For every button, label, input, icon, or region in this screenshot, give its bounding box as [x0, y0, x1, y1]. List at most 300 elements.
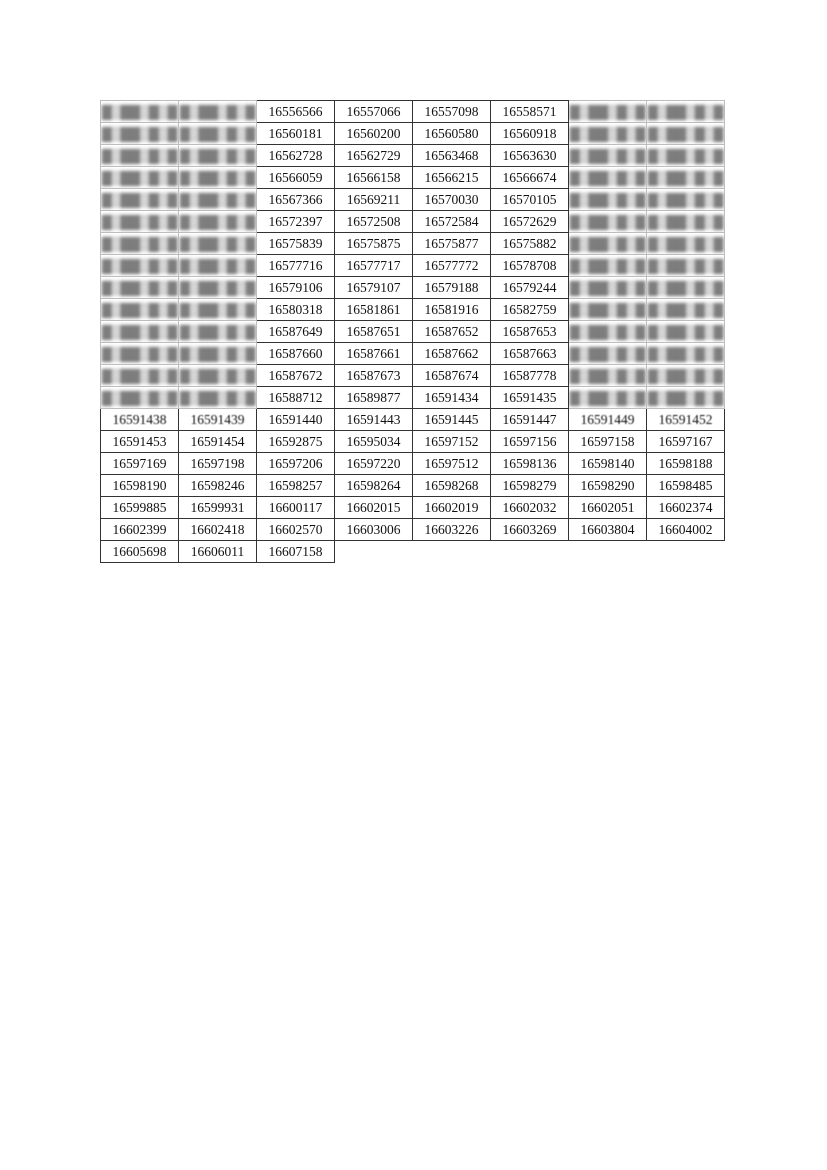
table-cell-value: 16562729: [346, 148, 401, 163]
table-cell: [413, 299, 491, 321]
obscured-cell-text: ▓▒▓▓▒▓▒▓: [101, 170, 178, 185]
table-cell: [569, 519, 647, 541]
table-cell-value: 16607158: [268, 544, 323, 559]
table-cell: [413, 167, 491, 189]
table-cell-value: 16606011: [190, 544, 245, 559]
table-cell-value: 16598279: [502, 478, 557, 493]
table-cell-obscured: [101, 101, 179, 123]
obscured-cell-text: ▓▒▓▓▒▓▒▓: [179, 302, 256, 317]
table-cell-obscured: [647, 211, 725, 233]
table-row: [101, 299, 725, 321]
table-cell-obscured: [569, 387, 647, 409]
table-row: [101, 343, 725, 365]
table-cell-value: 16587661: [346, 346, 401, 361]
table-cell: [491, 299, 569, 321]
table-cell-value: 16591449: [580, 412, 635, 427]
table-cell: [491, 453, 569, 475]
table-cell-obscured: [647, 321, 725, 343]
table-cell-value: 16603006: [346, 522, 401, 537]
table-row: [101, 541, 725, 563]
table-cell: [257, 233, 335, 255]
table-cell-empty: [335, 541, 413, 563]
obscured-cell-text: ▓▒▓▓▒▓▒▓: [179, 148, 256, 163]
table-cell: [569, 453, 647, 475]
obscured-cell-text: ▓▒▓▓▒▓▒▓: [647, 258, 724, 273]
table-cell-value: 16562728: [268, 148, 323, 163]
table-cell-obscured: [569, 321, 647, 343]
table-cell: [335, 123, 413, 145]
table-cell-obscured: [569, 365, 647, 387]
table-cell-empty: [569, 541, 647, 563]
table-cell-value: 16591445: [424, 412, 479, 427]
obscured-cell-text: ▓▒▓▓▒▓▒▓: [179, 236, 256, 251]
table-cell-empty: [413, 541, 491, 563]
obscured-cell-text: ▓▒▓▓▒▓▒▓: [179, 192, 256, 207]
table-cell: [257, 343, 335, 365]
table-cell: [569, 431, 647, 453]
table-cell: [257, 431, 335, 453]
table-cell: [647, 453, 725, 475]
obscured-cell-text: ▓▒▓▓▒▓▒▓: [179, 214, 256, 229]
table-cell-value: 16579106: [268, 280, 323, 295]
table-cell-obscured: [569, 233, 647, 255]
table-cell-value: 16566059: [268, 170, 323, 185]
obscured-cell-text: ▓▒▓▓▒▓▒▓: [101, 324, 178, 339]
table-cell-obscured: [179, 189, 257, 211]
table-cell: [335, 409, 413, 431]
table-cell-value: 16591438: [112, 412, 167, 427]
obscured-cell-text: ▓▒▓▓▒▓▒▓: [569, 390, 646, 405]
table-cell-value: 16587651: [346, 324, 401, 339]
obscured-cell-text: ▓▒▓▓▒▓▒▓: [569, 258, 646, 273]
table-cell: [647, 431, 725, 453]
table-cell: [257, 321, 335, 343]
obscured-cell-text: ▓▒▓▓▒▓▒▓: [569, 192, 646, 207]
table-cell: [569, 409, 647, 431]
table-cell-obscured: [101, 255, 179, 277]
table-row: [101, 189, 725, 211]
table-cell-value: 16605698: [112, 544, 167, 559]
table-cell-value: 16560200: [346, 126, 401, 141]
table-cell-value: 16569211: [346, 192, 401, 207]
table-cell-value: 16591439: [190, 412, 245, 427]
table-cell: [413, 475, 491, 497]
obscured-cell-text: ▓▒▓▓▒▓▒▓: [101, 346, 178, 361]
obscured-cell-text: ▓▒▓▓▒▓▒▓: [647, 192, 724, 207]
obscured-cell-text: ▓▒▓▓▒▓▒▓: [569, 170, 646, 185]
table-cell-obscured: [569, 343, 647, 365]
table-cell-value: 16591435: [502, 390, 557, 405]
table-cell-value: 16591447: [502, 412, 557, 427]
table-cell-value: 16587652: [424, 324, 479, 339]
table-cell: [413, 431, 491, 453]
table-cell-value: 16575882: [502, 236, 557, 251]
table-cell-value: 16563630: [502, 148, 557, 163]
table-cell: [257, 475, 335, 497]
table-cell: [491, 145, 569, 167]
obscured-cell-text: ▓▒▓▓▒▓▒▓: [647, 148, 724, 163]
table-cell: [257, 497, 335, 519]
table-row: [101, 497, 725, 519]
table-cell: [179, 519, 257, 541]
obscured-cell-text: ▓▒▓▓▒▓▒▓: [179, 170, 256, 185]
obscured-cell-text: ▓▒▓▓▒▓▒▓: [179, 346, 256, 361]
table-cell: [413, 409, 491, 431]
table-cell: [101, 431, 179, 453]
table-cell: [491, 211, 569, 233]
table-cell-value: 16560918: [502, 126, 557, 141]
table-cell-value: 16595034: [346, 434, 401, 449]
table-cell-value: 16598264: [346, 478, 401, 493]
table-cell-obscured: [569, 277, 647, 299]
table-cell: [257, 255, 335, 277]
table-cell: [335, 453, 413, 475]
obscured-cell-text: ▓▒▓▓▒▓▒▓: [569, 214, 646, 229]
table-cell: [179, 431, 257, 453]
table-cell-value: 16598190: [112, 478, 167, 493]
table-cell: [257, 453, 335, 475]
table-cell-value: 16598140: [580, 456, 635, 471]
table-cell-value: 16572508: [346, 214, 401, 229]
table-cell: [491, 519, 569, 541]
obscured-cell-text: ▓▒▓▓▒▓▒▓: [647, 170, 724, 185]
table-cell-obscured: [569, 167, 647, 189]
table-cell: [257, 145, 335, 167]
table-cell-obscured: [179, 299, 257, 321]
table-cell-value: 16597512: [424, 456, 479, 471]
table-cell: [569, 475, 647, 497]
table-cell-value: 16598268: [424, 478, 479, 493]
table-cell-value: 16602019: [424, 500, 479, 515]
table-cell: [413, 233, 491, 255]
table-cell: [101, 497, 179, 519]
obscured-cell-text: ▓▒▓▓▒▓▒▓: [101, 368, 178, 383]
table-cell: [491, 189, 569, 211]
table-row: [101, 453, 725, 475]
table-cell-empty: [491, 541, 569, 563]
table-cell: [257, 409, 335, 431]
table-cell-value: 16567366: [268, 192, 323, 207]
table-cell-obscured: [101, 387, 179, 409]
table-cell: [335, 189, 413, 211]
obscured-cell-text: ▓▒▓▓▒▓▒▓: [101, 126, 178, 141]
table-cell: [101, 453, 179, 475]
table-cell: [413, 497, 491, 519]
table-cell-value: 16588712: [268, 390, 323, 405]
table-cell-empty: [647, 541, 725, 563]
table-cell: [569, 497, 647, 519]
table-cell-value: 16556566: [268, 104, 323, 119]
table-cell: [335, 277, 413, 299]
table-cell: [335, 145, 413, 167]
table-cell: [491, 475, 569, 497]
obscured-cell-text: ▓▒▓▓▒▓▒▓: [101, 192, 178, 207]
table-cell-value: 16600117: [268, 500, 323, 515]
table-cell-value: 16579107: [346, 280, 401, 295]
table-cell-obscured: [569, 211, 647, 233]
table-cell: [257, 167, 335, 189]
table-cell-value: 16560580: [424, 126, 479, 141]
table-cell-value: 16557066: [346, 104, 401, 119]
obscured-cell-text: ▓▒▓▓▒▓▒▓: [101, 390, 178, 405]
table-cell-value: 16587663: [502, 346, 557, 361]
table-cell-value: 16587660: [268, 346, 323, 361]
obscured-cell-text: ▓▒▓▓▒▓▒▓: [647, 280, 724, 295]
table-cell-value: 16587778: [502, 368, 557, 383]
table-cell-value: 16591453: [112, 434, 167, 449]
table-cell-obscured: [647, 365, 725, 387]
table-cell-value: 16603269: [502, 522, 557, 537]
table-cell: [101, 541, 179, 563]
table-cell: [179, 475, 257, 497]
obscured-cell-text: ▓▒▓▓▒▓▒▓: [569, 148, 646, 163]
table-cell-obscured: [179, 387, 257, 409]
table-cell: [491, 409, 569, 431]
table-cell-value: 16587674: [424, 368, 479, 383]
table-cell-obscured: [101, 167, 179, 189]
table-row: [101, 277, 725, 299]
table-cell-value: 16597167: [658, 434, 713, 449]
table-cell: [413, 453, 491, 475]
table-cell-value: 16578708: [502, 258, 557, 273]
table-cell: [491, 123, 569, 145]
table-cell-value: 16577717: [346, 258, 401, 273]
table-cell-value: 16602418: [190, 522, 245, 537]
table-row: [101, 123, 725, 145]
obscured-cell-text: ▓▒▓▓▒▓▒▓: [647, 214, 724, 229]
table-cell: [257, 189, 335, 211]
table-cell: [257, 519, 335, 541]
table-cell: [257, 211, 335, 233]
table-cell-obscured: [179, 145, 257, 167]
table-cell-value: 16566158: [346, 170, 401, 185]
table-cell-value: 16598136: [502, 456, 557, 471]
table-cell: [257, 365, 335, 387]
table-cell: [335, 299, 413, 321]
table-cell-value: 16597198: [190, 456, 245, 471]
table-cell-obscured: [101, 365, 179, 387]
table-cell: [647, 475, 725, 497]
table-row: [101, 255, 725, 277]
table-cell: [647, 409, 725, 431]
table-cell-value: 16558571: [502, 104, 557, 119]
table-cell: [335, 255, 413, 277]
table-cell: [413, 211, 491, 233]
table-row: [101, 387, 725, 409]
table-cell: [179, 497, 257, 519]
table-cell-value: 16591440: [268, 412, 323, 427]
table-cell-obscured: [179, 233, 257, 255]
table-cell-value: 16577772: [424, 258, 479, 273]
table-cell-value: 16589877: [346, 390, 401, 405]
table-cell-value: 16599931: [190, 500, 245, 515]
table-cell-value: 16599885: [112, 500, 167, 515]
table-cell: [413, 101, 491, 123]
table-cell-value: 16572584: [424, 214, 479, 229]
table-cell-value: 16598485: [658, 478, 713, 493]
table-cell: [179, 453, 257, 475]
table-cell-obscured: [647, 343, 725, 365]
table-cell-value: 16597220: [346, 456, 401, 471]
table-cell-value: 16570030: [424, 192, 479, 207]
table-cell-obscured: [101, 189, 179, 211]
table-cell: [335, 519, 413, 541]
table-cell-obscured: [569, 255, 647, 277]
table-cell-obscured: [647, 277, 725, 299]
table-row: [101, 475, 725, 497]
table-cell-value: 16604002: [658, 522, 713, 537]
table-cell: [335, 167, 413, 189]
table-cell-obscured: [647, 101, 725, 123]
table-cell: [257, 123, 335, 145]
table-cell-obscured: [101, 211, 179, 233]
table-cell-value: 16602570: [268, 522, 323, 537]
obscured-cell-text: ▓▒▓▓▒▓▒▓: [647, 390, 724, 405]
obscured-cell-text: ▓▒▓▓▒▓▒▓: [569, 368, 646, 383]
table-cell-value: 16603226: [424, 522, 479, 537]
obscured-cell-text: ▓▒▓▓▒▓▒▓: [569, 302, 646, 317]
table-cell-obscured: [179, 365, 257, 387]
table-cell-obscured: [647, 387, 725, 409]
table-cell: [413, 519, 491, 541]
table-row: [101, 167, 725, 189]
table-cell: [335, 497, 413, 519]
table-cell-value: 16587672: [268, 368, 323, 383]
obscured-cell-text: ▓▒▓▓▒▓▒▓: [569, 236, 646, 251]
table-cell-value: 16580318: [268, 302, 323, 317]
obscured-cell-text: ▓▒▓▓▒▓▒▓: [569, 324, 646, 339]
obscured-cell-text: ▓▒▓▓▒▓▒▓: [179, 104, 256, 119]
table-cell-value: 16557098: [424, 104, 479, 119]
table-cell-obscured: [179, 123, 257, 145]
table-row: [101, 233, 725, 255]
table-cell-value: 16598290: [580, 478, 635, 493]
table-row: [101, 519, 725, 541]
table-cell-value: 16581861: [346, 302, 401, 317]
table-cell: [491, 343, 569, 365]
table-cell: [257, 101, 335, 123]
table-cell-obscured: [647, 255, 725, 277]
table-cell-value: 16597152: [424, 434, 479, 449]
obscured-cell-text: ▓▒▓▓▒▓▒▓: [179, 258, 256, 273]
table-cell: [647, 519, 725, 541]
table-cell-value: 16572629: [502, 214, 557, 229]
table-cell: [647, 497, 725, 519]
table-cell-obscured: [179, 277, 257, 299]
table-cell-value: 16581916: [424, 302, 479, 317]
obscured-cell-text: ▓▒▓▓▒▓▒▓: [647, 324, 724, 339]
obscured-cell-text: ▓▒▓▓▒▓▒▓: [101, 258, 178, 273]
table-cell: [335, 101, 413, 123]
obscured-cell-text: ▓▒▓▓▒▓▒▓: [101, 236, 178, 251]
obscured-cell-text: ▓▒▓▓▒▓▒▓: [179, 280, 256, 295]
obscured-cell-text: ▓▒▓▓▒▓▒▓: [647, 236, 724, 251]
table-cell-obscured: [179, 101, 257, 123]
table-row: [101, 145, 725, 167]
table-cell: [491, 497, 569, 519]
table-cell: [491, 321, 569, 343]
table-cell: [101, 519, 179, 541]
table-cell-value: 16575875: [346, 236, 401, 251]
table-cell-obscured: [569, 145, 647, 167]
table-cell-value: 16598188: [658, 456, 713, 471]
table-cell: [491, 431, 569, 453]
table-cell: [257, 277, 335, 299]
table-cell: [413, 255, 491, 277]
obscured-cell-text: ▓▒▓▓▒▓▒▓: [179, 126, 256, 141]
table-cell-value: 16602015: [346, 500, 401, 515]
obscured-cell-text: ▓▒▓▓▒▓▒▓: [101, 104, 178, 119]
table-cell-value: 16566215: [424, 170, 479, 185]
table-cell-obscured: [569, 101, 647, 123]
obscured-cell-text: ▓▒▓▓▒▓▒▓: [101, 148, 178, 163]
table-cell: [413, 189, 491, 211]
table-cell-value: 16591434: [424, 390, 479, 405]
table-cell-value: 16598257: [268, 478, 323, 493]
table-cell-value: 16591452: [658, 412, 713, 427]
table-cell-value: 16597156: [502, 434, 557, 449]
table-cell-obscured: [569, 123, 647, 145]
table-cell: [179, 409, 257, 431]
table-cell-value: 16602374: [658, 500, 713, 515]
table-cell-value: 16577716: [268, 258, 323, 273]
table-cell-value: 16579244: [502, 280, 557, 295]
table-cell-value: 16563468: [424, 148, 479, 163]
table-cell-value: 16597206: [268, 456, 323, 471]
table-cell-obscured: [647, 299, 725, 321]
table-cell-value: 16592875: [268, 434, 323, 449]
obscured-cell-text: ▓▒▓▓▒▓▒▓: [647, 126, 724, 141]
table-row: [101, 365, 725, 387]
table-cell-obscured: [101, 123, 179, 145]
table-cell: [335, 233, 413, 255]
obscured-cell-text: ▓▒▓▓▒▓▒▓: [647, 104, 724, 119]
obscured-cell-text: ▓▒▓▓▒▓▒▓: [179, 390, 256, 405]
table-cell-value: 16579188: [424, 280, 479, 295]
table-row: [101, 431, 725, 453]
table-cell: [335, 343, 413, 365]
table-cell-value: 16566674: [502, 170, 557, 185]
table-cell: [335, 431, 413, 453]
table-cell-value: 16602032: [502, 500, 557, 515]
table-cell: [335, 475, 413, 497]
table-cell-value: 16591454: [190, 434, 245, 449]
table-cell-value: 16602051: [580, 500, 635, 515]
table-cell-value: 16591443: [346, 412, 401, 427]
table-cell: [257, 299, 335, 321]
obscured-cell-text: ▓▒▓▓▒▓▒▓: [647, 302, 724, 317]
table-cell-value: 16560181: [268, 126, 323, 141]
table-row: [101, 409, 725, 431]
table-cell: [491, 365, 569, 387]
table-cell-obscured: [647, 189, 725, 211]
table-cell-obscured: [647, 167, 725, 189]
table-cell: [101, 475, 179, 497]
table-cell: [257, 387, 335, 409]
table-cell-obscured: [647, 233, 725, 255]
table-cell-obscured: [101, 233, 179, 255]
number-table-body: [101, 101, 725, 563]
obscured-cell-text: ▓▒▓▓▒▓▒▓: [569, 104, 646, 119]
table-cell-value: 16597169: [112, 456, 167, 471]
table-cell-obscured: [101, 299, 179, 321]
obscured-cell-text: ▓▒▓▓▒▓▒▓: [179, 324, 256, 339]
table-cell: [413, 123, 491, 145]
table-cell: [491, 167, 569, 189]
table-cell: [413, 321, 491, 343]
table-cell-obscured: [101, 343, 179, 365]
table-cell-obscured: [179, 343, 257, 365]
